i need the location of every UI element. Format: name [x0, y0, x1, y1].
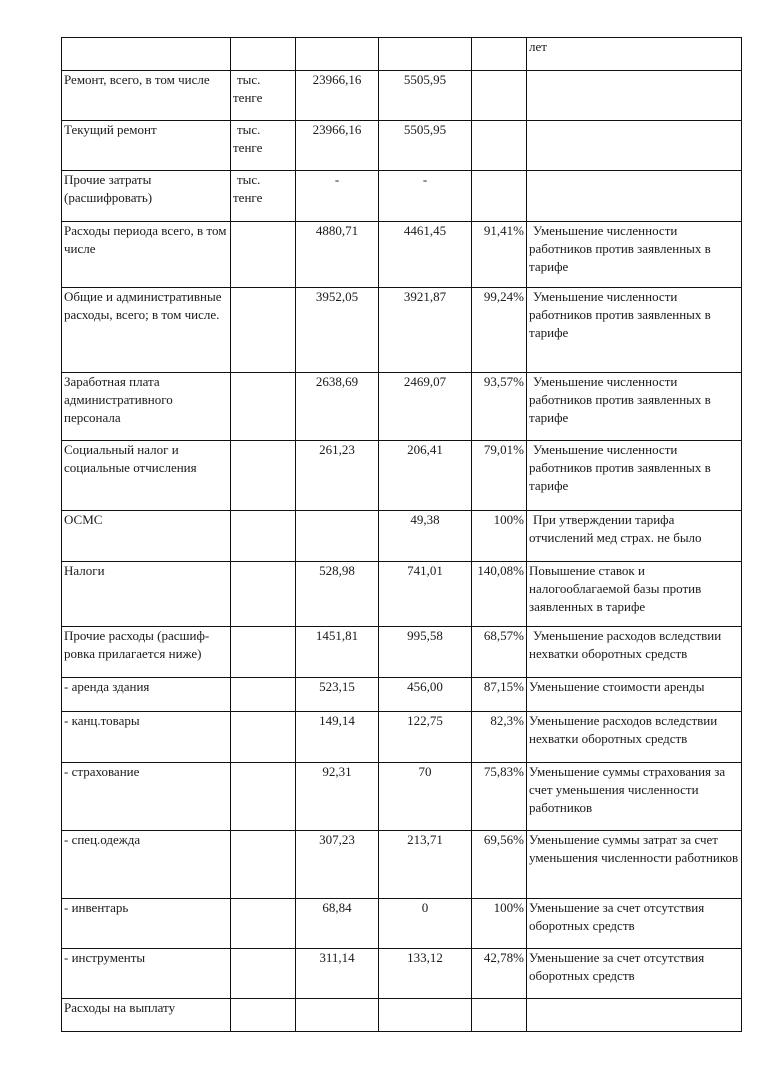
row-plan-value [296, 899, 379, 949]
row-note-cell [527, 949, 742, 999]
row-note-cell [527, 562, 742, 627]
row-note-cell [527, 373, 742, 441]
row-unit-cell [231, 712, 296, 763]
row-unit-text [233, 563, 237, 578]
row-fact-value-text: 133,12 [407, 950, 443, 965]
row-plan-value [296, 562, 379, 627]
row-fact-value [379, 899, 472, 949]
row-unit-text [233, 628, 237, 643]
row-plan-value [296, 627, 379, 678]
row-note-text: Уменьшение расходов вследствии нехватки оборотных средств [529, 628, 722, 661]
row-fact-value-text: - [422, 172, 428, 187]
row-percent-value [472, 222, 527, 288]
row-note-cell [527, 627, 742, 678]
row-unit-text: тыс. тенге [233, 72, 263, 105]
row-percent-value [472, 949, 527, 999]
row-note-cell [527, 288, 742, 373]
row-unit-text [233, 442, 237, 457]
row-unit-cell [231, 121, 296, 171]
row-unit-text [233, 289, 237, 304]
row-percent-value-text: 79,01% [483, 442, 524, 457]
row-name-cell [62, 373, 231, 441]
row-note-text: Уменьшение численности работников против заявленных в тарифе [529, 442, 711, 493]
row-unit-cell [231, 831, 296, 899]
row-name-text: - спец.одежда [64, 832, 141, 847]
row-fact-value-text: 3921,87 [403, 289, 447, 304]
row-fact-value [379, 949, 472, 999]
row-plan-value-text: 2638,69 [315, 374, 359, 389]
row-fact-value-text: 70 [418, 764, 432, 779]
row-name-cell [62, 627, 231, 678]
row-plan-value [296, 712, 379, 763]
table-row [62, 763, 742, 831]
expense-table [61, 37, 742, 1032]
row-unit-cell [231, 288, 296, 373]
row-fact-value [379, 288, 472, 373]
row-plan-value-text: 528,98 [319, 563, 355, 578]
row-fact-value-text: 4461,45 [403, 223, 447, 238]
row-percent-value-text: 75,83% [483, 764, 524, 779]
row-name-text: - аренда здания [64, 679, 150, 694]
row-percent-value [472, 38, 527, 71]
table-row [62, 627, 742, 678]
table-row [62, 222, 742, 288]
row-name-text: ОСМС [64, 512, 103, 527]
row-percent-value [472, 712, 527, 763]
row-fact-value [379, 712, 472, 763]
row-unit-text [233, 1000, 237, 1015]
table-row [62, 562, 742, 627]
row-plan-value [296, 71, 379, 121]
row-percent-value [472, 763, 527, 831]
row-plan-value [296, 831, 379, 899]
row-percent-value-text: 140,08% [477, 563, 524, 578]
row-note-text: Уменьшение за счет отсутствия оборотных средств [529, 900, 705, 933]
row-unit-text [233, 950, 237, 965]
row-note-cell [527, 511, 742, 562]
row-percent-value-text: 100% [493, 512, 524, 527]
row-unit-text [233, 832, 237, 847]
row-name-cell [62, 38, 231, 71]
row-note-text: Уменьшение численности работников против заявленных в тарифе [529, 374, 711, 425]
row-percent-value [472, 373, 527, 441]
row-percent-value-text: 93,57% [483, 374, 524, 389]
row-fact-value-text: 213,71 [407, 832, 443, 847]
row-plan-value-text: 23966,16 [312, 72, 362, 87]
row-plan-value-text: 1451,81 [315, 628, 359, 643]
row-note-text: Уменьшение численности работников против заявленных в тарифе [529, 223, 711, 274]
row-percent-value [472, 121, 527, 171]
row-unit-text: тыс. тенге [233, 122, 263, 155]
row-note-cell [527, 441, 742, 511]
row-note-text: Уменьшение суммы страхования за счет уменьшения численности работников [529, 764, 726, 815]
row-unit-cell [231, 562, 296, 627]
row-name-cell [62, 288, 231, 373]
table-row [62, 373, 742, 441]
row-percent-value [472, 562, 527, 627]
row-name-text: Налоги [64, 563, 105, 578]
row-fact-value-text: 0 [421, 900, 429, 915]
table-row [62, 288, 742, 373]
row-fact-value [379, 627, 472, 678]
row-note-cell [527, 678, 742, 712]
row-fact-value [379, 171, 472, 222]
row-name-text: Заработная плата административного персонала [64, 374, 173, 425]
row-name-text: Текущий ремонт [64, 122, 157, 137]
row-note-cell [527, 71, 742, 121]
row-percent-value-text: 100% [493, 900, 524, 915]
row-name-text: - канц.товары [64, 713, 140, 728]
row-note-cell [527, 121, 742, 171]
row-plan-value [296, 38, 379, 71]
row-unit-text [233, 764, 237, 779]
row-percent-value [472, 441, 527, 511]
row-fact-value [379, 373, 472, 441]
row-plan-value [296, 222, 379, 288]
row-plan-value [296, 999, 379, 1032]
row-plan-value-text: - [334, 172, 340, 187]
row-plan-value-text: 523,15 [319, 679, 355, 694]
table-row [62, 999, 742, 1032]
row-name-text: Прочие затраты (расшифровать) [64, 172, 153, 205]
row-fact-value [379, 831, 472, 899]
row-name-cell [62, 562, 231, 627]
row-fact-value-text: 122,75 [407, 713, 443, 728]
row-unit-cell [231, 511, 296, 562]
row-unit-text [233, 900, 237, 915]
row-plan-value-text: 261,23 [319, 442, 355, 457]
row-note-cell [527, 999, 742, 1032]
row-unit-text [233, 679, 237, 694]
row-note-cell [527, 222, 742, 288]
row-percent-value [472, 678, 527, 712]
row-name-cell [62, 441, 231, 511]
row-name-cell [62, 712, 231, 763]
row-name-text: - страхование [64, 764, 140, 779]
row-fact-value [379, 511, 472, 562]
row-name-text: Прочие расходы (расшиф-ровка прилагается ниже) [64, 628, 210, 661]
row-plan-value [296, 678, 379, 712]
row-unit-cell [231, 627, 296, 678]
row-unit-cell [231, 373, 296, 441]
row-percent-value [472, 171, 527, 222]
row-plan-value [296, 121, 379, 171]
row-name-text: - инструменты [64, 950, 146, 965]
row-percent-value [472, 999, 527, 1032]
row-name-text: Социальный налог и социальные отчисления [64, 442, 197, 475]
row-note-text: Уменьшение суммы затрат за счет уменьшения численности работников [529, 832, 739, 865]
row-fact-value [379, 562, 472, 627]
row-plan-value [296, 373, 379, 441]
table-row [62, 899, 742, 949]
row-name-cell [62, 71, 231, 121]
row-name-cell [62, 831, 231, 899]
row-plan-value [296, 441, 379, 511]
row-plan-value [296, 949, 379, 999]
row-fact-value [379, 222, 472, 288]
row-name-text: Расходы периода всего, в том числе [64, 223, 227, 256]
row-plan-value-text: 68,84 [322, 900, 352, 915]
row-note-cell [527, 831, 742, 899]
row-fact-value-text: 456,00 [407, 679, 443, 694]
row-fact-value [379, 71, 472, 121]
row-plan-value-text: 307,23 [319, 832, 355, 847]
row-name-cell [62, 899, 231, 949]
row-fact-value-text: 49,38 [410, 512, 440, 527]
row-note-cell [527, 763, 742, 831]
row-fact-value-text: 995,58 [407, 628, 443, 643]
table-row [62, 831, 742, 899]
row-percent-value [472, 831, 527, 899]
row-name-text: Ремонт, всего, в том числе [64, 72, 210, 87]
row-note-text: Уменьшение расходов вследствии нехватки оборотных средств [529, 713, 718, 746]
row-unit-cell [231, 38, 296, 71]
table-row [62, 949, 742, 999]
row-plan-value [296, 171, 379, 222]
row-plan-value-text: 92,31 [322, 764, 352, 779]
row-plan-value-text: 149,14 [319, 713, 355, 728]
row-percent-value [472, 899, 527, 949]
table-row [62, 712, 742, 763]
row-percent-value [472, 511, 527, 562]
row-unit-cell [231, 678, 296, 712]
row-name-cell [62, 949, 231, 999]
row-percent-value-text: 99,24% [483, 289, 524, 304]
row-unit-cell [231, 899, 296, 949]
row-unit-cell [231, 763, 296, 831]
row-unit-cell [231, 999, 296, 1032]
row-note-text: При утверждении тарифа отчислений мед страх. не было [529, 512, 702, 545]
row-plan-value-text: 3952,05 [315, 289, 359, 304]
row-note-text: Уменьшение численности работников против заявленных в тарифе [529, 289, 711, 340]
row-note-text: Уменьшение за счет отсутствия оборотных средств [529, 950, 705, 983]
row-percent-value [472, 71, 527, 121]
table-row [62, 171, 742, 222]
row-percent-value-text: 69,56% [483, 832, 524, 847]
row-unit-cell [231, 949, 296, 999]
table-row [62, 511, 742, 562]
row-unit-text [233, 374, 237, 389]
row-fact-value [379, 999, 472, 1032]
row-name-cell [62, 678, 231, 712]
row-fact-value-text: 741,01 [407, 563, 443, 578]
row-fact-value-text: 2469,07 [403, 374, 447, 389]
row-name-cell [62, 222, 231, 288]
row-note-cell [527, 38, 742, 71]
table-row [62, 678, 742, 712]
row-unit-cell [231, 171, 296, 222]
row-note-text: Уменьшение стоимости аренды [529, 679, 705, 694]
row-name-cell [62, 121, 231, 171]
row-percent-value-text: 42,78% [483, 950, 524, 965]
row-note-text: Повышение ставок и налогооблагаемой базы против заявленных в тарифе [529, 563, 702, 614]
row-plan-value [296, 288, 379, 373]
row-note-text: лет [529, 39, 547, 54]
row-unit-cell [231, 441, 296, 511]
row-name-text: - инвентарь [64, 900, 129, 915]
row-fact-value [379, 763, 472, 831]
row-unit-text [233, 223, 237, 238]
table-row [62, 38, 742, 71]
row-name-cell [62, 763, 231, 831]
row-fact-value [379, 678, 472, 712]
row-percent-value-text: 68,57% [483, 628, 524, 643]
row-percent-value [472, 627, 527, 678]
row-fact-value-text: 206,41 [407, 442, 443, 457]
row-name-text: Общие и административные расходы, всего; в том числе. [64, 289, 222, 322]
row-unit-text: тыс. тенге [233, 172, 263, 205]
row-unit-cell [231, 71, 296, 121]
row-name-cell [62, 171, 231, 222]
row-fact-value-text: 5505,95 [403, 122, 447, 137]
row-plan-value-text: 23966,16 [312, 122, 362, 137]
table-row [62, 121, 742, 171]
row-note-cell [527, 899, 742, 949]
row-plan-value [296, 511, 379, 562]
table-row [62, 441, 742, 511]
row-name-cell [62, 999, 231, 1032]
table-row [62, 71, 742, 121]
row-plan-value-text: 311,14 [319, 950, 355, 965]
row-fact-value [379, 441, 472, 511]
row-name-text: Расходы на выплату [64, 1000, 176, 1015]
row-plan-value-text: 4880,71 [315, 223, 359, 238]
row-plan-value [296, 763, 379, 831]
row-percent-value-text: 82,3% [490, 713, 524, 728]
row-note-cell [527, 171, 742, 222]
row-unit-text [233, 39, 237, 54]
row-fact-value-text: 5505,95 [403, 72, 447, 87]
row-name-cell [62, 511, 231, 562]
row-percent-value-text: 87,15% [483, 679, 524, 694]
row-note-cell [527, 712, 742, 763]
expense-table-body [62, 38, 742, 1032]
row-fact-value [379, 38, 472, 71]
row-percent-value-text: 91,41% [483, 223, 524, 238]
row-unit-text [233, 713, 237, 728]
row-percent-value [472, 288, 527, 373]
row-unit-cell [231, 222, 296, 288]
row-unit-text [233, 512, 237, 527]
row-fact-value [379, 121, 472, 171]
